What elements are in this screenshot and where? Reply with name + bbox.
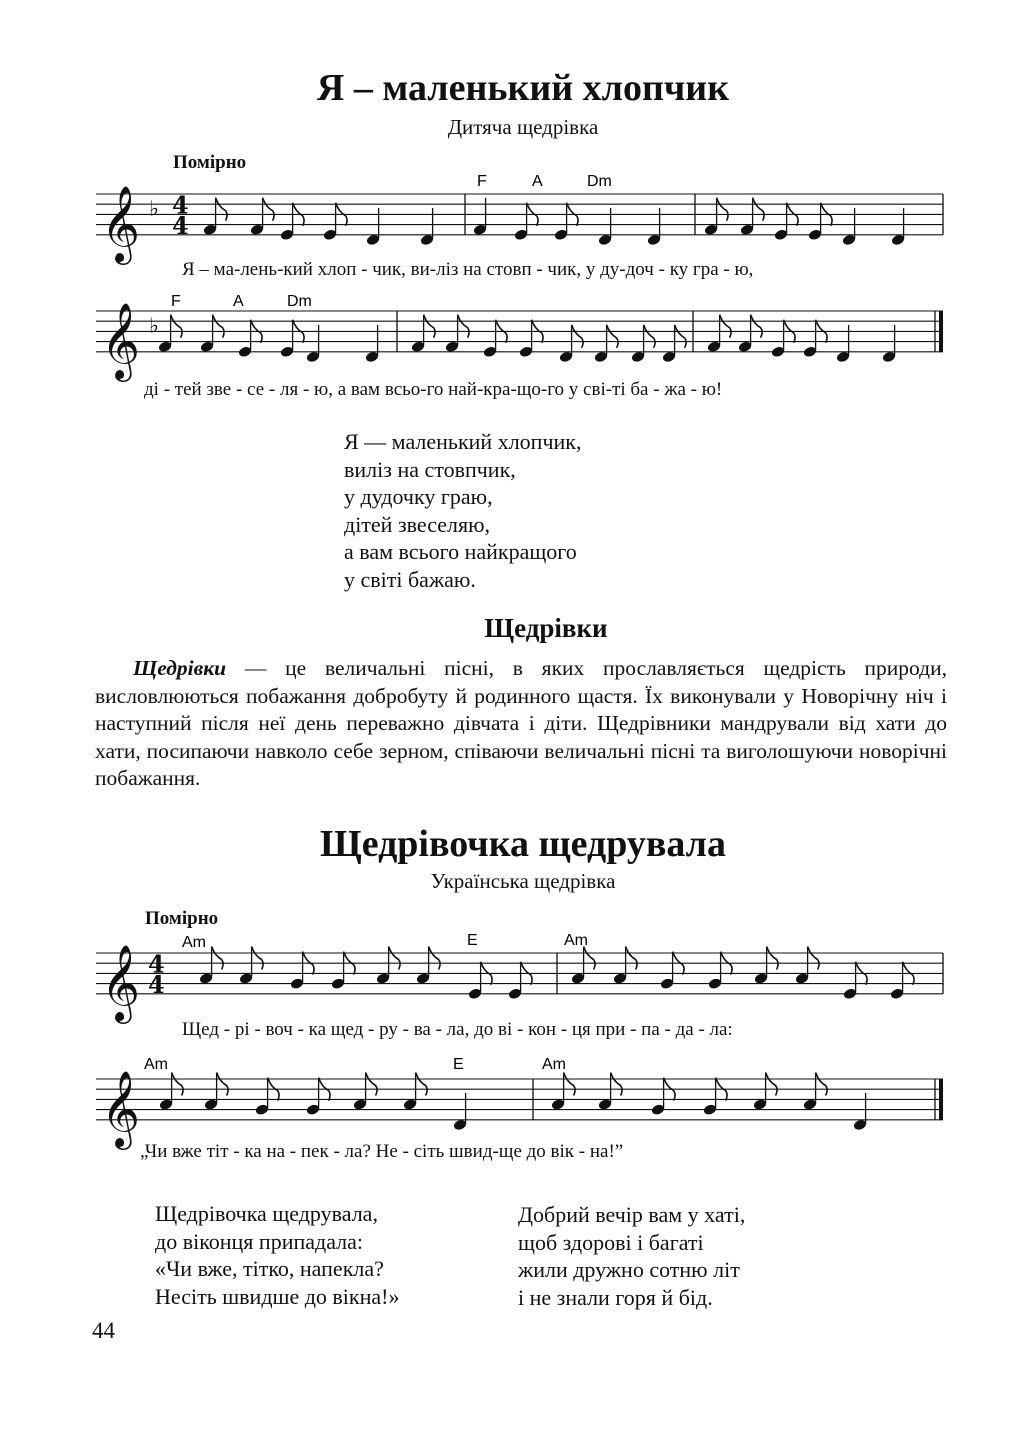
poem-line: Несіть швидше до вікна!»: [155, 1283, 400, 1309]
page-number: 44: [92, 1318, 115, 1343]
note-flag: [366, 1073, 378, 1096]
song2-tempo: Помірно: [145, 908, 219, 929]
note-flag: [766, 1073, 778, 1096]
poem-line: «Чи вже, тітко, напекла?: [155, 1256, 384, 1281]
poem-line: і не знали горя й бід.: [518, 1284, 713, 1310]
song2-poem-left: [155, 1200, 399, 1310]
poem-line: жили дружно сотню літ: [518, 1257, 740, 1282]
song1-subtitle: Дитяча щедрівка: [447, 115, 599, 139]
song1-line2-lyrics: ді - тей зве - се - ля - ю, а вам всьо-го най-кра-що-го у сві-ті ба - жа - ю!: [144, 379, 723, 400]
song1-tempo: Помірно: [173, 152, 247, 173]
treble-clef-icon: 𝄞: [101, 943, 141, 1021]
section-text: — це величальні пісні, в яких прославляється щедрість природи, висловлюються побажання добробуту й родинного щастя. Їх виконували у Новорічну ніч і наступний після неї день переважно дівчата і діти. Щедрівники мандрували від хати до хати, посипаючи навколо себе зерном, співаючи величальні пісні та виголошуючи новорічні побажання.: [95, 656, 947, 790]
song2-line1-lyrics: Щед - рі - воч - ка щед - ру - ва - ла, до ві - кон - ця при - па - да - ла:: [182, 1019, 733, 1040]
poem-line: а вам всього найкращого: [344, 539, 577, 564]
poem-line: у світі бажаю.: [344, 566, 476, 592]
note-flag: [611, 1073, 623, 1096]
poem-line: Я — маленький хлопчик,: [344, 429, 582, 454]
flat-sign-icon: ♭: [149, 313, 159, 338]
poem-line: Добрий вечір вам у хаті,: [518, 1202, 746, 1227]
chord-label: E: [453, 1056, 464, 1073]
chord-label: Dm: [587, 173, 612, 190]
song2-title: Щедрівочка щедрувала: [319, 823, 726, 865]
note-flag: [172, 1073, 184, 1096]
chord-label: F: [477, 173, 487, 190]
chord-label: A: [532, 173, 543, 190]
poem-line: Щедрівочка щедрувала,: [155, 1201, 378, 1226]
treble-clef-icon: 𝄞: [101, 1069, 141, 1147]
treble-clef-icon: 𝄞: [101, 184, 141, 262]
song2-poem-right: [518, 1201, 745, 1311]
note-flag: [217, 1073, 229, 1096]
song1-line1-lyrics: Я – ма-лень-кий хлоп - чик, ви-ліз на стовп - чик, у ду-доч - ку гра - ю,: [182, 259, 754, 280]
time-signature-top: 4: [172, 190, 189, 220]
chord-label: F: [171, 293, 181, 310]
chord-label: Dm: [287, 293, 312, 310]
section-heading: Щедрівки: [484, 613, 608, 643]
note-flag: [564, 1073, 576, 1096]
note-flag: [816, 1073, 828, 1096]
song1-title: Я – маленький хлопчик: [316, 67, 730, 109]
staff-group: [96, 1070, 943, 1150]
song2-line2-chords: [144, 1056, 566, 1073]
song2-line2-lyrics: „Чи вже тіт - ка на - пек - ла? Не - сіть швид-ще до вік - на!”: [140, 1141, 624, 1162]
time-signature-bottom: 4: [172, 210, 189, 240]
treble-clef-icon: 𝄞: [101, 301, 141, 379]
flat-sign-icon: ♭: [149, 196, 159, 221]
chord-label: Am: [542, 1056, 566, 1073]
final-barline-thick: [939, 1079, 943, 1120]
poem-line: виліз на стовпчик,: [344, 456, 516, 482]
poem-line: дітей звеселяю,: [344, 511, 491, 537]
time-signature-bottom: 4: [148, 969, 165, 999]
chord-label: A: [233, 293, 244, 310]
note-flag: [416, 1073, 428, 1096]
poem-line: у дудочку граю,: [344, 484, 493, 509]
poem-line: щоб здорові і багаті: [518, 1229, 704, 1255]
poem-line: до віконця припадала:: [155, 1228, 364, 1254]
chord-label: E: [467, 932, 478, 949]
section-term: Щедрівки: [133, 656, 227, 680]
chord-label: Am: [182, 934, 206, 951]
chord-label: Am: [564, 932, 588, 949]
chord-label: Am: [144, 1056, 168, 1073]
time-signature-top: 4: [148, 949, 165, 979]
song2-subtitle: Українська щедрівка: [430, 869, 616, 893]
